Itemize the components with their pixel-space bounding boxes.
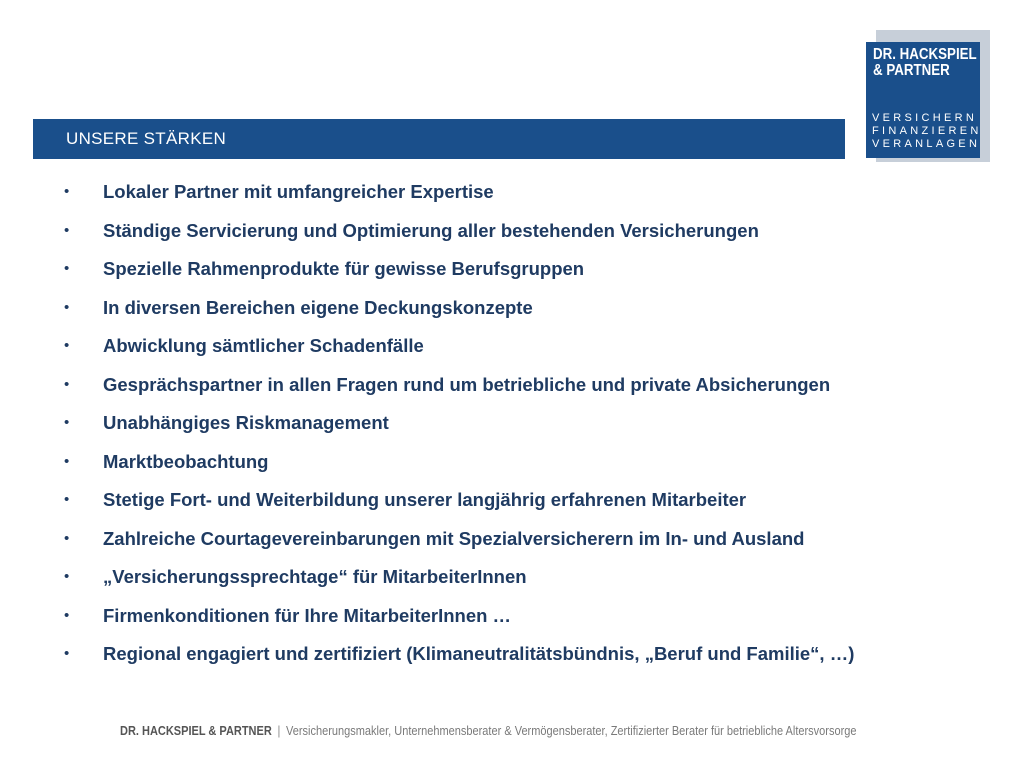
- bullet-item: [0, 558, 1024, 597]
- bullet-text: Ständige Servicierung und Optimierung aller bestehenden Versicherungen: [103, 219, 759, 241]
- bullet-marker: •: [64, 375, 70, 393]
- bullet-marker: •: [64, 183, 70, 200]
- bullet-item: [0, 404, 1024, 443]
- footer-brand: DR. HACKSPIEL & PARTNER: [120, 724, 272, 738]
- logo-tagline-line1: VERSICHERN: [872, 112, 978, 124]
- bullet-item: [0, 327, 1024, 366]
- bullet-marker: •: [64, 221, 70, 239]
- bullet-marker: •: [64, 452, 70, 470]
- bullet-text: Marktbeobachtung: [103, 450, 269, 472]
- bullet-item: [0, 443, 1024, 482]
- company-logo: [866, 42, 980, 158]
- bullet-marker: •: [64, 568, 70, 585]
- bullet-text: Regional engagiert und zertifiziert (Klimaneutralitätsbündnis, „Beruf und Familie“, …): [103, 643, 855, 664]
- title-bar: [33, 119, 845, 159]
- bullet-marker: •: [64, 606, 70, 624]
- bullet-item: [0, 212, 1024, 251]
- bullet-text: Unabhängiges Riskmanagement: [103, 412, 389, 433]
- footer-description: Versicherungsmakler, Unternehmensberater & Vermögensberater, Zertifizierter Berater für betriebliche Altersvorsorge: [286, 724, 857, 738]
- logo-name-line2: & PARTNER: [873, 62, 950, 79]
- bullet-list: [0, 173, 1024, 674]
- bullet-item: [0, 520, 1024, 559]
- logo-name-line1: DR. HACKSPIEL: [873, 46, 977, 63]
- bullet-marker: •: [64, 337, 70, 354]
- bullet-item: [0, 173, 1024, 212]
- bullet-item: [0, 250, 1024, 289]
- bullet-text: Zahlreiche Courtagevereinbarungen mit Spezialversicherern im In- und Ausland: [103, 527, 805, 549]
- bullet-text: Spezielle Rahmenprodukte für gewisse Berufsgruppen: [103, 258, 585, 279]
- bullet-item: [0, 635, 1024, 674]
- logo-tagline-line3: VERANLAGEN: [872, 138, 981, 150]
- bullet-marker: •: [64, 529, 70, 547]
- bullet-item: [0, 366, 1024, 405]
- bullet-text: Abwicklung sämtlicher Schadenfälle: [103, 335, 424, 356]
- bullet-text: Firmenkonditionen für Ihre MitarbeiterInnen …: [103, 604, 512, 626]
- bullet-item: [0, 289, 1024, 328]
- logo-name: [873, 47, 977, 79]
- bullet-marker: •: [64, 414, 70, 431]
- bullet-item: [0, 481, 1024, 520]
- bullet-marker: •: [64, 491, 70, 508]
- footer: [120, 724, 856, 738]
- bullet-text: In diversen Bereichen eigene Deckungskonzepte: [103, 296, 533, 318]
- bullet-marker: •: [64, 260, 70, 277]
- bullet-marker: •: [64, 645, 70, 662]
- logo-tagline: [872, 112, 982, 151]
- bullet-text: Gesprächspartner in allen Fragen rund um betriebliche und private Absicherungen: [103, 373, 831, 395]
- page-title: UNSERE STÄRKEN: [66, 129, 227, 148]
- bullet-marker: •: [64, 298, 70, 316]
- bullet-text: Stetige Fort- und Weiterbildung unserer langjährig erfahrenen Mitarbeiter: [103, 489, 747, 510]
- bullet-text: „Versicherungssprechtage“ für MitarbeiterInnen: [103, 566, 527, 587]
- bullet-item: [0, 597, 1024, 636]
- bullet-text: Lokaler Partner mit umfangreicher Expertise: [103, 181, 494, 202]
- footer-separator: |: [277, 724, 281, 738]
- logo-tagline-line2: FINANZIEREN: [872, 125, 982, 137]
